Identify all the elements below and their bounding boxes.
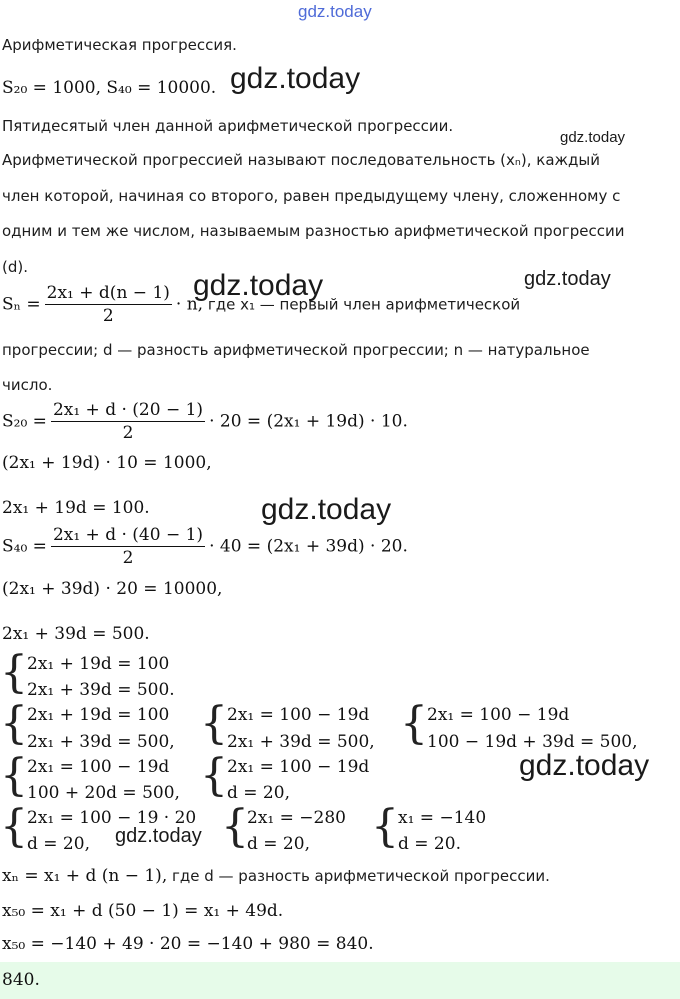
system-equation: x₁ = −140 xyxy=(398,808,487,828)
watermark: gdz.today xyxy=(524,268,611,290)
sum-lhs: Sₙ = xyxy=(2,294,41,315)
s20-lhs: S₂₀ = xyxy=(2,411,47,432)
system-equation: 2x₁ = 100 − 19d xyxy=(227,757,370,777)
sum-explanation: где x₁ — первый член арифметической xyxy=(203,295,521,314)
x50-equation: x₅₀ = −140 + 49 · 20 = −140 + 980 = 840. xyxy=(2,934,374,954)
s40-lhs: S₄₀ = xyxy=(2,536,47,557)
left-brace: { xyxy=(200,698,228,749)
definition-line: одним и тем же числом, называемым разностью арифметической прогрессии xyxy=(2,222,625,240)
sum-explanation-line: число. xyxy=(2,376,53,394)
given: S₂₀ = 1000, S₄₀ = 10000. xyxy=(2,78,217,98)
system-equation: d = 20. xyxy=(398,834,461,854)
system-equation: 2x₁ + 19d = 100 xyxy=(27,654,170,674)
sum-explanation-line: прогрессии; d — разность арифметической прогрессии; n — натуральное xyxy=(2,341,590,359)
sum-tail: · n, xyxy=(175,294,204,315)
watermark: gdz.today xyxy=(519,749,650,782)
fraction-numerator: 2x₁ + d · (20 − 1) xyxy=(52,400,204,420)
s40-equation: (2x₁ + 39d) · 20 = 10000, xyxy=(2,579,223,599)
system-equation: 2x₁ + 39d = 500, xyxy=(27,732,175,752)
fraction-denominator: 2 xyxy=(102,306,114,326)
s40-rhs: · 40 = (2x₁ + 39d) · 20. xyxy=(209,536,408,557)
definition-line: Арифметической прогрессией называют последовательность (xₙ), каждый xyxy=(2,151,601,169)
s20-equation: (2x₁ + 19d) · 10 = 1000, xyxy=(2,453,212,473)
system-equation: 2x₁ = 100 − 19d xyxy=(427,705,570,725)
system-equation: 2x₁ = 100 − 19d xyxy=(227,705,370,725)
fraction-numerator: 2x₁ + d · (40 − 1) xyxy=(52,525,204,545)
nth-term-math: xₙ = x₁ + d (n − 1), xyxy=(2,866,168,886)
left-brace: { xyxy=(371,801,399,852)
system-equation: 2x₁ + 39d = 500. xyxy=(27,680,175,700)
system-equation: 2x₁ = 100 − 19d xyxy=(27,757,170,777)
left-brace: { xyxy=(200,750,228,801)
watermark: gdz.today xyxy=(193,269,324,302)
left-brace: { xyxy=(0,698,28,749)
definition-line: (d). xyxy=(2,258,28,276)
s20-rhs: · 20 = (2x₁ + 19d) · 10. xyxy=(209,411,408,432)
s40-fraction xyxy=(51,525,205,568)
s20-equation: 2x₁ + 19d = 100. xyxy=(2,498,150,518)
left-brace: { xyxy=(400,698,428,749)
system-equation: 2x₁ + 19d = 100 xyxy=(27,705,170,725)
fraction-numerator: 2x₁ + d(n − 1) xyxy=(46,283,170,303)
system-equation: d = 20, xyxy=(27,834,90,854)
s40-formula xyxy=(2,525,408,568)
system-equation: 100 − 19d + 39d = 500, xyxy=(427,732,638,752)
s20-fraction xyxy=(51,400,205,443)
sum-fraction xyxy=(45,283,172,326)
left-brace: { xyxy=(221,801,249,852)
watermark-top: gdz.today xyxy=(298,2,372,21)
x50-equation: x₅₀ = x₁ + d (50 − 1) = x₁ + 49d. xyxy=(2,901,284,921)
left-brace: { xyxy=(0,801,28,852)
watermark: gdz.today xyxy=(560,129,626,146)
system-equation: d = 20, xyxy=(247,834,310,854)
system-equation: 2x₁ = −280 xyxy=(247,808,346,828)
sum-formula xyxy=(2,283,520,326)
nth-term-text: где d — разность арифметической прогрессии. xyxy=(167,867,550,885)
answer-value: 840. xyxy=(2,970,40,990)
heading: Арифметическая прогрессия. xyxy=(2,36,237,54)
watermark: gdz.today xyxy=(230,62,361,95)
find-statement: Пятидесятый член данной арифметической прогрессии. xyxy=(2,117,454,135)
fraction-denominator: 2 xyxy=(122,423,134,443)
fraction-denominator: 2 xyxy=(122,548,134,568)
system-equation: 2x₁ + 39d = 500, xyxy=(227,732,375,752)
left-brace: { xyxy=(0,750,28,801)
left-brace: { xyxy=(0,647,28,698)
definition-line: член которой, начиная со второго, равен предыдущему члену, сложенному с xyxy=(2,187,621,205)
nth-term-formula xyxy=(2,866,550,886)
watermark: gdz.today xyxy=(115,825,202,847)
s20-formula xyxy=(2,400,408,443)
system-equation: d = 20, xyxy=(227,783,290,803)
s40-equation: 2x₁ + 39d = 500. xyxy=(2,624,150,644)
watermark: gdz.today xyxy=(261,493,392,526)
system-equation: 2x₁ = 100 − 19 · 20 xyxy=(27,808,197,828)
answer-box xyxy=(0,962,680,999)
system-equation: 100 + 20d = 500, xyxy=(27,783,180,803)
